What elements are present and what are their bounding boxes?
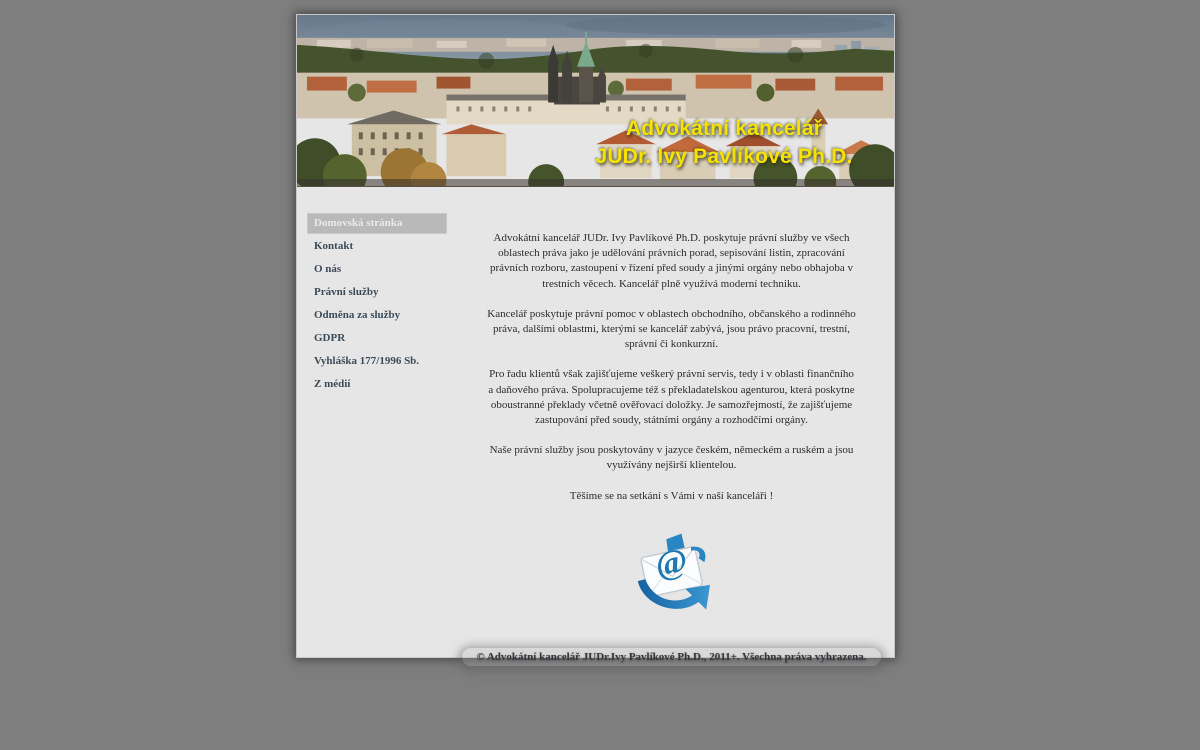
footer — [447, 647, 896, 666]
full-service-paragraph: Pro řadu klientů však zajišťujeme veškerý právní servis, tedy i v oblasti finančního a daňového práva. Spolupracujeme též s překladatelskou agenturou, která poskytne oboustranné překlady včetně ověřovací doložky. Je samozřejmostí, že zajišťujeme zastupování před soudy, státními orgány a rozhodčími orgány. — [488, 368, 855, 427]
footer-copyright: © Advokátní kancelář JUDr.Ivy Pavlíkové Ph.D., 2011+. Všechna práva vyhrazena. — [462, 648, 880, 666]
languages-paragraph: Naše právní služby jsou poskytovány v jazyce českém, německém a ruském a jsou využívány nejširší klientelou. — [489, 444, 854, 472]
sidebar-item-o-nas[interactable]: O nás — [314, 263, 342, 275]
email-icon[interactable] — [622, 526, 722, 621]
email-icon-wrap — [447, 526, 896, 621]
sidebar-item-kontakt[interactable]: Kontakt — [314, 240, 354, 252]
sidebar-item-home[interactable]: Domovská stránka — [307, 213, 447, 234]
sidebar-item-pravni-sluzby[interactable]: Právní služby — [314, 286, 379, 298]
page-body — [297, 187, 894, 663]
site-title-line2: JUDr. Ivy Pavlíkové Ph.D. — [595, 145, 853, 168]
site-title-line1: Advokátní kancelář — [625, 117, 823, 140]
sidebar-item-gdpr[interactable]: GDPR — [314, 332, 346, 344]
sidebar-item-vyhlaska[interactable]: Vyhláška 177/1996 Sb. — [314, 355, 420, 367]
services-paragraph: Kancelář poskytuje právní pomoc v oblastech obchodního, občanského a rodinného práva, dalšími oblastmi, kterými se kancelář zabývá, jsou právo pracovní, trestní, správní či konkurzní. — [487, 307, 856, 351]
svg-text:@: @ — [652, 541, 690, 584]
site-header — [297, 15, 894, 187]
sidebar-nav — [307, 213, 447, 397]
sidebar-item-odmena-za-sluzby[interactable]: Odměna za služby — [314, 309, 401, 321]
site-page — [296, 14, 895, 663]
main-content — [447, 187, 896, 666]
site-title — [559, 115, 889, 171]
intro-paragraph: Advokátní kancelář JUDr. Ivy Pavlíkové Ph.D. poskytuje právní služby ve všech oblastech práva jako je udělování právních porad, sepisování listin, zpracování právních rozboru, zastoupení v řízení před soudy a jinými orgány nebo obhajoba v trestních věcech. Kancelář plně využívá moderní techniku. — [489, 232, 853, 290]
sidebar-item-z-medii[interactable]: Z médií — [314, 378, 351, 390]
closing-paragraph: Těšíme se na setkání s Vámi v naší kanceláři ! — [569, 489, 774, 502]
